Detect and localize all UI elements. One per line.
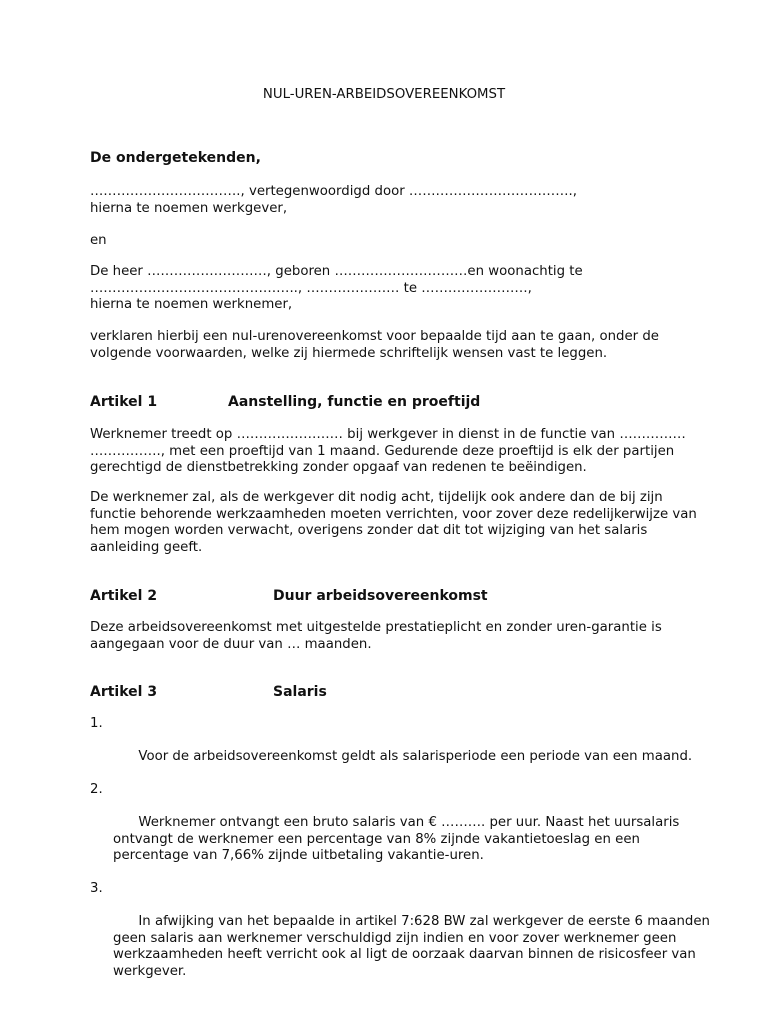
article-2-heading <box>0 588 768 608</box>
list-item-text: Voor de arbeidsovereenkomst geldt als salarisperiode een periode van een maand. <box>138 749 693 764</box>
list-item <box>90 716 693 782</box>
article-2-title: Duur arbeidsovereenkomst <box>273 588 488 604</box>
party-employer: ……………………………., vertegenwoordigd door ………………………………., hierna te noemen werkgever, <box>90 184 577 216</box>
list-item-text: Werknemer ontvangt een bruto salaris van € ………. per uur. Naast het uursalaris ontvangt de werknemer een percentage van 8% zijnde vakantietoeslag en een percentage van 7,66% zijnde uitbetaling vakantie-uren. <box>113 815 680 863</box>
list-item-number: 2. <box>90 782 103 797</box>
article-1-paragraph-2: De werknemer zal, als de werkgever dit nodig acht, tijdelijk ook andere dan de bij zijn functie behorende werkzaamheden moeten verrichten, voor zover deze redelijkerwijze van hem mogen worden verwacht, overigens zonder dat dit tot wijziging van het salaris aanleiding geeft. <box>90 490 697 555</box>
list-item <box>90 881 710 997</box>
article-3-number: Artikel 3 <box>90 684 158 700</box>
conjunction-en: en <box>90 233 107 248</box>
article-1-heading <box>0 394 768 414</box>
article-2-paragraph-1: Deze arbeidsovereenkomst met uitgestelde prestatieplicht en zonder uren-garantie is aangegaan voor de duur van … maanden. <box>90 620 662 652</box>
article-1-number: Artikel 1 <box>90 394 158 410</box>
article-3-title: Salaris <box>273 684 327 700</box>
list-item <box>90 782 690 881</box>
list-item-text: In afwijking van het bepaalde in artikel 7:628 BW zal werkgever de eerste 6 maanden geen salaris aan werknemer verschuldigd zijn indien en voor zover werknemer geen werkzaamheden heeft verricht ook al ligt de oorzaak daarvan binnen de risicosfeer van werkgever. <box>113 914 710 979</box>
party-employee: De heer ………………………, geboren …………………………en woonachtig te ……………………………………….., ………………… te ……………………, hierna te noemen werknemer, <box>90 264 583 312</box>
list-item-number: 1. <box>90 716 103 731</box>
article-1-title: Aanstelling, functie en proeftijd <box>228 394 481 410</box>
declaration-paragraph: verklaren hierbij een nul-urenovereenkomst voor bepaalde tijd aan te gaan, onder de volgende voorwaarden, welke zij hiermede schriftelijk wensen vast te leggen. <box>90 329 659 361</box>
intro-heading: De ondergetekenden, <box>90 150 261 166</box>
document-title: NUL-UREN-ARBEIDSOVEREENKOMST <box>262 87 506 102</box>
article-2-number: Artikel 2 <box>90 588 158 604</box>
list-item-number: 3. <box>90 881 103 896</box>
salary-list <box>90 716 710 997</box>
article-1-paragraph-1: Werknemer treedt op …………………… bij werkgever in dienst in de functie van …………… ……………., met een proeftijd van 1 maand. Gedurende deze proeftijd is elk der partijen gerechtigd de dienstbetrekking zonder opgaaf van redenen te beëindigen. <box>90 427 686 475</box>
article-3-heading <box>0 684 768 704</box>
